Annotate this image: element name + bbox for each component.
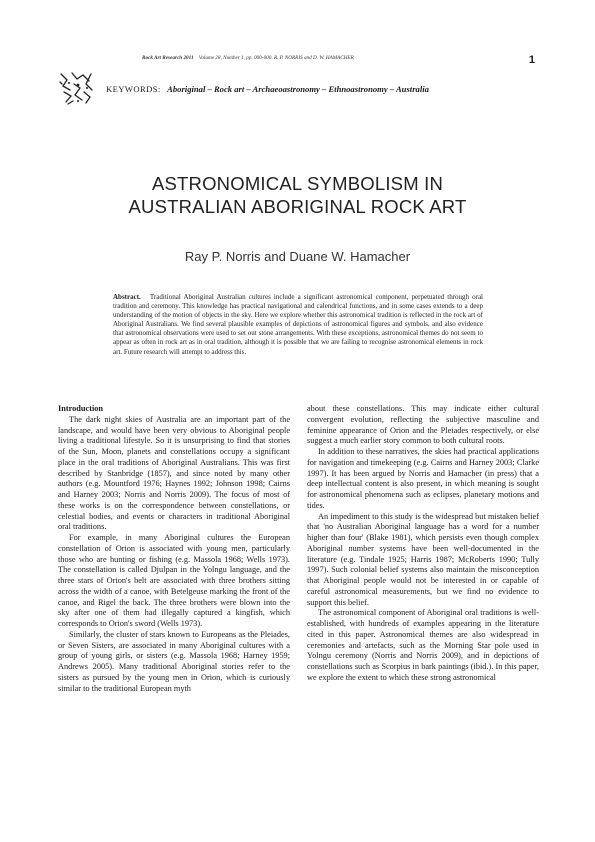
running-head (142, 55, 522, 61)
body-paragraph: An impediment to this study is the widespread but mistaken belief that 'no Australian Aboriginal language has a word for a number higher than four' (Blake 1981), which persists even though complex Aboriginal number systems have been well-documented in the literature (e.g. Tindale 1925; Harris 1987; McRoberts 1990; Tully 1997). Such colonial belief systems also maintain the misconception that Aboriginal people would not be interested in or capable of careful astronomical measurements, but we find no evidence to support this belief. (307, 511, 539, 607)
page-number: 1 (528, 54, 535, 66)
running-head-journal: Rock Art Research 2011 (142, 55, 194, 61)
body-paragraph: about these constellations. This may indicate either cultural convergent evolution, reflecting the subjective masculine and feminine appearance of Orion and the Pleiades respectively, or else suggest a much earlier story common to both cultural roots. (307, 404, 539, 446)
running-head-details: Volume 28, Number 1, pp. 000-000. R. P. NORRIS and D. W. HAMACHER (198, 55, 354, 61)
article-title-line-1: ASTRONOMICAL SYMBOLISM IN (151, 173, 444, 194)
body-column-left (58, 404, 290, 694)
article-authors: Ray P. Norris and Duane W. Hamacher (184, 249, 411, 264)
keywords-label: KEYWORDS: (106, 84, 161, 94)
body-paragraph: The dark night skies of Australia are an important part of the landscape, and would have been very obvious to Aboriginal people living a traditional lifestyle. So it is unsurprising to find that stories of the Sun, Moon, planets and constellations occupy a significant place in the oral traditions of Aboriginal Australians. This was first described by Stanbridge (1857), and since noted by many other authors (e.g. Mountford 1976; Haynes 1992; Johnson 1998; Cairns and Harney 2003; Norris and Norris 2009). The focus of most of these works is on the correspondence between constellations, or celestial bodies, and events or characters in traditional Aboriginal oral traditions. (58, 414, 290, 532)
keywords-line (106, 84, 546, 94)
body-paragraph: Similarly, the cluster of stars known to Europeans as the Pleiades, or Seven Sisters, are associated in many Aboriginal cultures with a group of young girls, or sisters (e.g. Massola 1968; Harney 1959; Andrews 2005). Many traditional Aboriginal stories refer to the sisters as pursued by the young men in Orion, which is curiously similar to the traditional European myth (58, 629, 290, 693)
article-title (40, 172, 555, 218)
body-column-right (307, 404, 539, 684)
section-heading-introduction: Introduction (58, 404, 104, 413)
body-paragraph: In addition to these narratives, the skies had practical applications for navigation and timekeeping (e.g. Cairns and Harney 2003; Clarke 1997). It has been argued by Norris and Hamacher (in press) that a deep intellectual content is also present, in which meaning is sought for astronomical phenomena such as eclipses, planetary motions and tides. (307, 447, 539, 510)
body-paragraph: The astronomical component of Aboriginal oral traditions is well-established, with hundreds of examples appearing in the literature cited in this paper. Astronomical themes are also widespread in ceremonies and artefacts, such as the Morning Star pole used in Yolngu ceremony (Norris and Norris 2009), and in depictions of constellations such as Scorpius in bark paintings (ibid.). In this paper, we explore the extent to which these strong astronomical (307, 608, 539, 682)
article-title-line-2: AUSTRALIAN ABORIGINAL ROCK ART (128, 196, 467, 217)
abstract-text: Traditional Aboriginal Australian cultures include a significant astronomical component, perpetuated through oral tradition and ceremony. This knowledge has practical navigational and calendrical functions, and in some cases extends to a deep understanding of the motion of objects in the sky. Here we explore whether this astronomical tradition is reflected in the rock art of Aboriginal Australians. We find several plausible examples of depictions of astronomical figures and symbols, and also evidence that astronomical observations were used to set out stone arrangements. With these exceptions, astronomical themes do not seem to appear as often in rock art as in oral tradition, although it is possible that we are failing to recognise astronomical elements in rock art. Future research will attempt to address this. (113, 293, 483, 356)
body-paragraph: For example, in many Aboriginal cultures the European constellation of Orion is associated with young men, particularly those who are hunting or fishing (e.g. Massola 1968; Wells 1973). The constellation is called Djulpan in the Yolngu language, and the three stars of Orion's belt are associated with three brothers sitting across the width of a canoe, with Betelgeuse marking the front of the canoe, and Rigel the back. The three brothers were blown into the sky after one of them had illegally captured a kingfish, which corresponds to Orion's sword (Wells 1973). (58, 533, 290, 628)
keywords-list: Aboriginal – Rock art – Archaeoastronomy – Ethnoastronomy – Australia (167, 84, 429, 94)
abstract (113, 293, 483, 357)
abstract-label: Abstract. (113, 293, 141, 301)
journal-logo-icon (58, 70, 96, 106)
